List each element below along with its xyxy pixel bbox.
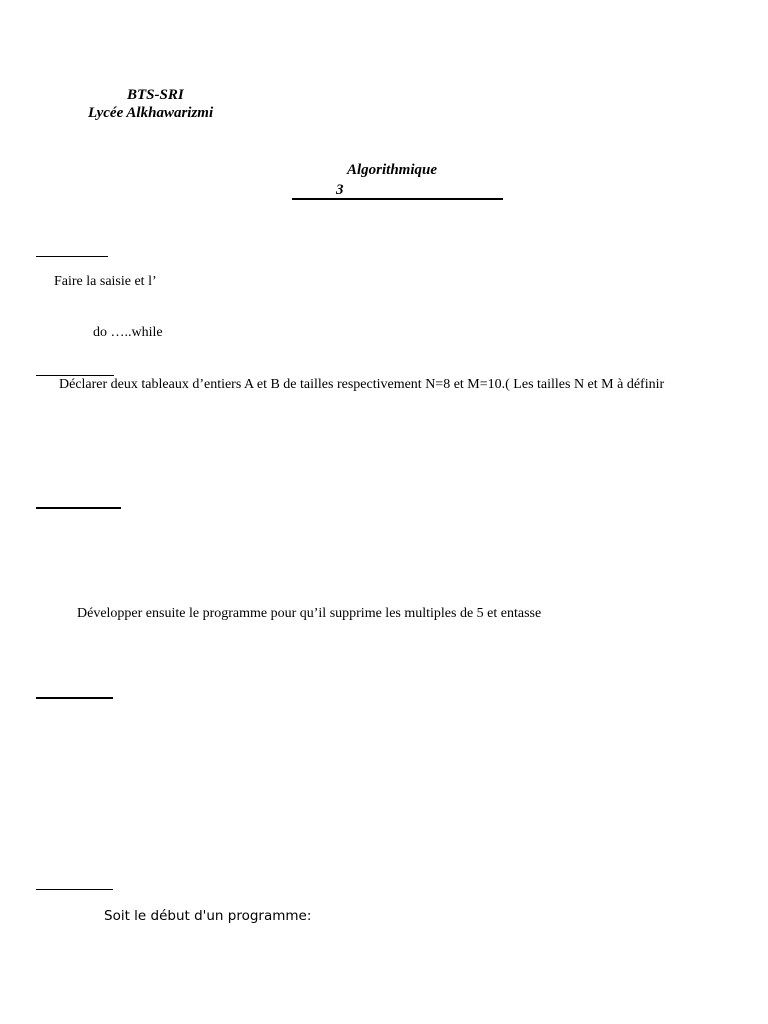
section-rule-2 xyxy=(36,375,114,376)
exercise-2-text: Déclarer deux tableaux d’entiers A et B de tailles respectivement N=8 et M=10.( Les tailles N et M à définir xyxy=(59,377,665,392)
school-name: Lycée Alkhawarizmi xyxy=(88,105,214,121)
exercise-3-text: Développer ensuite le programme pour qu’il supprime les multiples de 5 et entasse xyxy=(77,606,542,621)
title-underline xyxy=(292,198,503,200)
program-name: BTS-SRI xyxy=(127,87,184,103)
section-rule-4 xyxy=(36,697,113,699)
exercise-5-text: Soit le début d'un programme: xyxy=(104,908,312,924)
exercise-1-loop-text: do …..while xyxy=(93,325,163,340)
section-rule-3 xyxy=(36,507,121,509)
document-number: 3 xyxy=(336,182,344,198)
section-rule-5 xyxy=(36,889,113,890)
document-subject: Algorithmique xyxy=(347,162,438,178)
exercise-1-text: Faire la saisie et l’ xyxy=(54,274,157,289)
section-rule-1 xyxy=(36,256,108,257)
